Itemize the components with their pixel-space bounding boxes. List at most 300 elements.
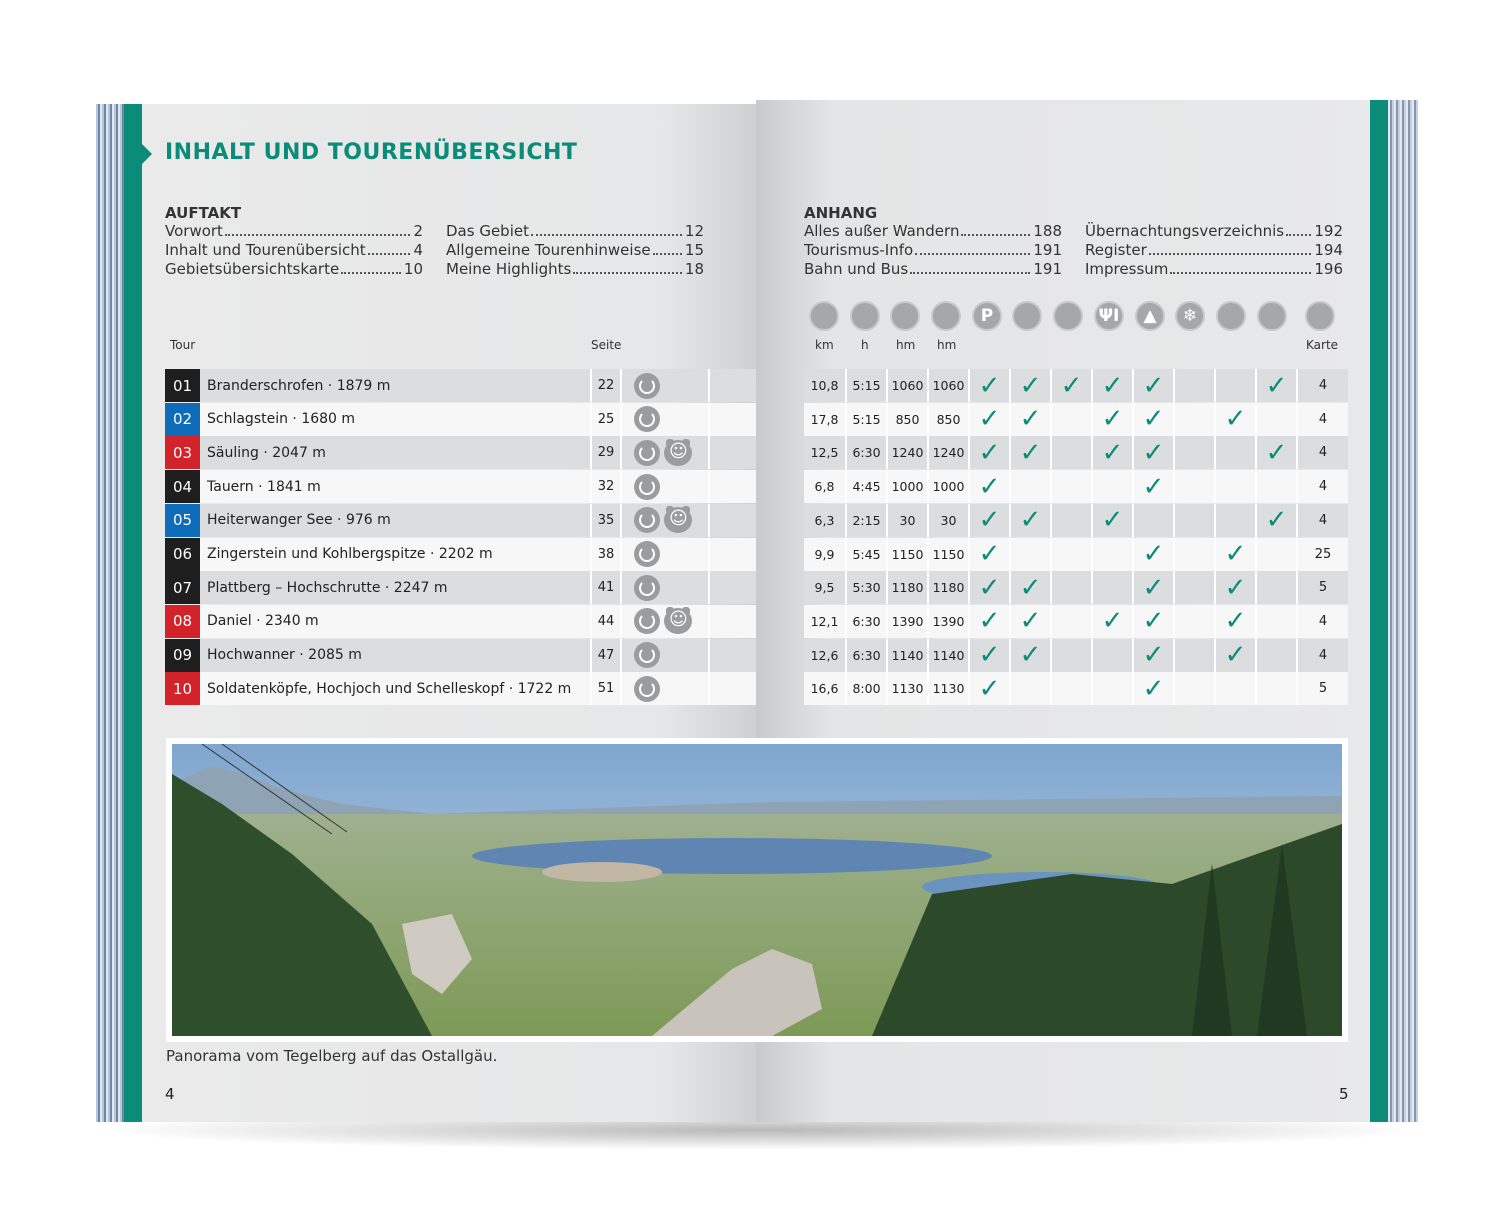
phone-icon bbox=[1305, 301, 1335, 331]
feature-cell bbox=[1050, 571, 1091, 604]
feature-cell bbox=[1132, 571, 1173, 604]
panorama-image bbox=[172, 744, 1342, 1036]
check-icon: ✓ bbox=[978, 370, 1001, 401]
toc-page: 2 bbox=[413, 222, 423, 240]
feature-cell bbox=[1009, 571, 1050, 604]
feature-cell bbox=[1255, 470, 1296, 503]
tour-descent: 1390 bbox=[927, 605, 968, 638]
tour-row-details bbox=[804, 672, 1348, 705]
feature-cell bbox=[1091, 571, 1132, 604]
feature-cell bbox=[1050, 470, 1091, 503]
tour-row-details bbox=[804, 504, 1348, 537]
roundtrip-icon bbox=[634, 575, 660, 601]
feature-cell bbox=[1214, 369, 1255, 402]
tour-row[interactable] bbox=[165, 470, 756, 503]
tour-ascent: 1150 bbox=[886, 538, 927, 571]
toc-page: 191 bbox=[1033, 260, 1062, 278]
check-icon: ✓ bbox=[1142, 471, 1165, 502]
page-title: INHALT UND TOURENÜBERSICHT bbox=[165, 140, 578, 165]
tour-descent: 1000 bbox=[927, 470, 968, 503]
tour-icons bbox=[620, 672, 708, 705]
panorama-photo bbox=[166, 738, 1348, 1042]
feature-cell bbox=[1132, 470, 1173, 503]
tour-descent: 1060 bbox=[927, 369, 968, 402]
feature-cell bbox=[1009, 639, 1050, 672]
tour-page: 22 bbox=[590, 369, 620, 402]
toc-leader bbox=[1286, 222, 1311, 236]
right-accent-bar bbox=[1370, 100, 1388, 1122]
check-icon: ✓ bbox=[1142, 370, 1165, 401]
tour-km: 12,6 bbox=[810, 647, 839, 663]
row-spacer bbox=[708, 605, 756, 638]
tour-icons bbox=[620, 639, 708, 672]
row-spacer bbox=[708, 639, 756, 672]
check-icon: ✓ bbox=[1101, 606, 1124, 637]
ascent-icon bbox=[890, 301, 920, 331]
feature-cell bbox=[1214, 403, 1255, 436]
auftakt-list-1 bbox=[165, 222, 423, 279]
feature-cell bbox=[1132, 538, 1173, 571]
tour-row-details bbox=[804, 639, 1348, 672]
feature-cell bbox=[1009, 538, 1050, 571]
header-h: h bbox=[861, 338, 869, 352]
tour-icons bbox=[620, 470, 708, 503]
toc-label: Tourismus-Info bbox=[804, 241, 914, 259]
feature-cell bbox=[1050, 538, 1091, 571]
roundtrip-icon bbox=[634, 507, 660, 533]
feature-cell bbox=[1091, 504, 1132, 537]
tour-icons bbox=[620, 504, 708, 537]
feature-cell bbox=[1132, 369, 1173, 402]
tour-km: 16,6 bbox=[810, 681, 839, 697]
feature-cell bbox=[968, 605, 1009, 638]
check-icon: ✓ bbox=[1019, 606, 1042, 637]
tour-descent: 1180 bbox=[927, 571, 968, 604]
check-icon: ✓ bbox=[1224, 606, 1247, 637]
tour-km: 6,8 bbox=[814, 479, 835, 495]
feature-cell bbox=[1255, 538, 1296, 571]
feature-cell bbox=[1255, 605, 1296, 638]
bike-icon bbox=[1216, 301, 1246, 331]
tour-row[interactable] bbox=[165, 538, 756, 571]
feature-cell bbox=[1255, 504, 1296, 537]
tour-row[interactable] bbox=[165, 672, 756, 705]
tour-row[interactable] bbox=[165, 639, 756, 672]
tour-map: 4 bbox=[1296, 605, 1348, 638]
tour-map: 4 bbox=[1296, 639, 1348, 672]
feature-cell bbox=[968, 436, 1009, 469]
feature-cell bbox=[1255, 571, 1296, 604]
tour-name: Schlagstein · 1680 m bbox=[207, 411, 356, 428]
tour-name: Säuling · 2047 m bbox=[207, 444, 326, 461]
tour-row-details bbox=[804, 436, 1348, 469]
tour-name: Plattberg – Hochschrutte · 2247 m bbox=[207, 579, 448, 596]
feature-cell bbox=[968, 403, 1009, 436]
check-icon: ✓ bbox=[1265, 505, 1288, 536]
feature-cell bbox=[1132, 605, 1173, 638]
tour-ascent: 1140 bbox=[886, 639, 927, 672]
check-icon: ✓ bbox=[1142, 572, 1165, 603]
feature-cell bbox=[1255, 369, 1296, 402]
left-accent-bar bbox=[124, 104, 142, 1122]
tour-page: 41 bbox=[590, 571, 620, 604]
auftakt-list-2 bbox=[446, 222, 704, 279]
tour-row[interactable] bbox=[165, 369, 756, 402]
check-icon: ✓ bbox=[1142, 437, 1165, 468]
tour-page: 38 bbox=[590, 538, 620, 571]
feature-cell bbox=[1009, 605, 1050, 638]
tour-row[interactable] bbox=[165, 504, 756, 537]
signpost-icon bbox=[809, 301, 839, 331]
toc-label: Inhalt und Tourenübersicht bbox=[165, 241, 366, 259]
feature-cell bbox=[1255, 672, 1296, 705]
feature-cell bbox=[1173, 571, 1214, 604]
tour-km: 12,1 bbox=[810, 613, 839, 629]
check-icon: ✓ bbox=[1019, 437, 1042, 468]
tour-icons bbox=[620, 538, 708, 571]
header-hm-up: hm bbox=[896, 338, 916, 352]
roundtrip-icon bbox=[634, 474, 660, 500]
tour-descent: 850 bbox=[927, 403, 968, 436]
cable-car-icon bbox=[1053, 301, 1083, 331]
tour-row-details bbox=[804, 369, 1348, 402]
toc-page: 12 bbox=[684, 222, 704, 240]
toc-entry bbox=[446, 241, 704, 260]
header-seite: Seite bbox=[591, 338, 622, 352]
row-spacer bbox=[708, 436, 756, 469]
feature-cell bbox=[1173, 369, 1214, 402]
check-icon: ✓ bbox=[978, 572, 1001, 603]
tour-map: 4 bbox=[1296, 369, 1348, 402]
restaurant-icon: ΨΙ bbox=[1094, 301, 1124, 331]
tour-map: 4 bbox=[1296, 403, 1348, 436]
feature-cell bbox=[1050, 639, 1091, 672]
feature-cell bbox=[1091, 403, 1132, 436]
feature-cell bbox=[1091, 369, 1132, 402]
tour-name: Branderschrofen · 1879 m bbox=[207, 377, 391, 394]
page-number-right: 5 bbox=[1339, 1085, 1349, 1103]
toc-leader bbox=[653, 241, 682, 255]
tour-page: 35 bbox=[590, 504, 620, 537]
toc-leader bbox=[573, 260, 682, 274]
tour-row[interactable] bbox=[165, 571, 756, 604]
tour-icons bbox=[620, 436, 708, 469]
feature-cell bbox=[1255, 639, 1296, 672]
check-icon: ✓ bbox=[1019, 572, 1042, 603]
feature-cell bbox=[1255, 436, 1296, 469]
feature-cell bbox=[1173, 538, 1214, 571]
tour-icons bbox=[620, 605, 708, 638]
tour-name: Tauern · 1841 m bbox=[207, 478, 321, 495]
anhang-list-1 bbox=[804, 222, 1062, 279]
toc-leader bbox=[531, 222, 682, 236]
toc-entry bbox=[804, 260, 1062, 279]
tour-name: Soldatenköpfe, Hochjoch und Schelleskopf · 1722 m bbox=[207, 680, 572, 697]
feature-cell bbox=[968, 504, 1009, 537]
feature-cell bbox=[1132, 436, 1173, 469]
title-marker-icon bbox=[142, 144, 152, 164]
row-spacer bbox=[708, 571, 756, 604]
tour-page: 32 bbox=[590, 470, 620, 503]
feature-cell bbox=[1050, 672, 1091, 705]
check-icon: ✓ bbox=[978, 539, 1001, 569]
tour-row[interactable] bbox=[165, 436, 756, 469]
anhang-list-2 bbox=[1085, 222, 1343, 279]
tour-duration: 6:30 bbox=[845, 436, 886, 469]
tour-name: Zingerstein und Kohlbergspitze · 2202 m bbox=[207, 546, 493, 562]
toc-entry bbox=[165, 241, 423, 260]
check-icon: ✓ bbox=[978, 471, 1001, 502]
toc-page: 196 bbox=[1314, 260, 1343, 278]
feature-cell bbox=[1009, 369, 1050, 402]
toc-page: 18 bbox=[684, 260, 704, 278]
feature-cell bbox=[1050, 504, 1091, 537]
tour-descent: 1150 bbox=[927, 538, 968, 571]
feature-cell bbox=[1009, 470, 1050, 503]
check-icon: ✓ bbox=[978, 437, 1001, 468]
tour-map: 4 bbox=[1296, 504, 1348, 537]
check-icon: ✓ bbox=[1019, 404, 1042, 435]
tour-number: 05 bbox=[165, 504, 200, 537]
check-icon: ✓ bbox=[1224, 404, 1247, 435]
tour-number: 10 bbox=[165, 672, 200, 705]
tour-number: 07 bbox=[165, 571, 200, 604]
check-icon: ✓ bbox=[1101, 370, 1124, 401]
tour-ascent: 1180 bbox=[886, 571, 927, 604]
feature-cell bbox=[1173, 403, 1214, 436]
tour-row-details bbox=[804, 571, 1348, 604]
tour-ascent: 1390 bbox=[886, 605, 927, 638]
check-icon: ✓ bbox=[978, 673, 1001, 704]
tour-descent: 1130 bbox=[927, 672, 968, 705]
feature-cell bbox=[1214, 436, 1255, 469]
toc-leader bbox=[225, 222, 411, 236]
tour-page: 44 bbox=[590, 605, 620, 638]
check-icon: ✓ bbox=[1224, 572, 1247, 603]
check-icon: ✓ bbox=[1060, 370, 1083, 401]
header-tour: Tour bbox=[170, 338, 196, 352]
tour-icons bbox=[620, 369, 708, 402]
feature-cell bbox=[1009, 672, 1050, 705]
feature-cell bbox=[968, 672, 1009, 705]
feature-cell bbox=[968, 470, 1009, 503]
toc-label: Register bbox=[1085, 241, 1147, 259]
tour-duration: 5:15 bbox=[845, 369, 886, 402]
feature-cell bbox=[1091, 538, 1132, 571]
feature-cell bbox=[1050, 403, 1091, 436]
photo-caption: Panorama vom Tegelberg auf das Ostallgäu. bbox=[166, 1047, 498, 1065]
feature-cell bbox=[1173, 639, 1214, 672]
feature-cell bbox=[1091, 436, 1132, 469]
check-icon: ✓ bbox=[978, 640, 1001, 671]
hut-icon: ▲ bbox=[1135, 301, 1165, 331]
roundtrip-icon bbox=[634, 406, 660, 432]
tour-page: 51 bbox=[590, 672, 620, 705]
tour-map: 4 bbox=[1296, 436, 1348, 469]
tour-ascent: 1240 bbox=[886, 436, 927, 469]
feature-cell bbox=[1214, 639, 1255, 672]
tour-icons bbox=[620, 571, 708, 604]
check-icon: ✓ bbox=[978, 404, 1001, 435]
check-icon: ✓ bbox=[978, 606, 1001, 637]
tour-duration: 6:30 bbox=[845, 639, 886, 672]
tour-km: 17,8 bbox=[810, 411, 839, 427]
tour-duration: 6:30 bbox=[845, 605, 886, 638]
tour-km: 9,9 bbox=[814, 546, 835, 562]
feature-cell bbox=[1132, 403, 1173, 436]
toc-label: Allgemeine Tourenhinweise bbox=[446, 241, 651, 259]
header-karte: Karte bbox=[1306, 338, 1339, 352]
tour-number: 03 bbox=[165, 436, 200, 469]
row-spacer bbox=[708, 403, 756, 436]
feature-cell bbox=[1173, 504, 1214, 537]
roundtrip-icon bbox=[634, 642, 660, 668]
check-icon: ✓ bbox=[1019, 640, 1042, 671]
tour-descent: 30 bbox=[927, 504, 968, 537]
family-bear-icon bbox=[664, 507, 692, 533]
toc-entry bbox=[165, 260, 423, 279]
toc-entry bbox=[1085, 222, 1343, 241]
feature-cell bbox=[1132, 639, 1173, 672]
feature-cell bbox=[1173, 672, 1214, 705]
tour-row[interactable] bbox=[165, 403, 756, 436]
auftakt-heading: AUFTAKT bbox=[165, 204, 242, 222]
toc-entry bbox=[165, 222, 423, 241]
roundtrip-icon bbox=[634, 608, 660, 634]
feature-cell bbox=[968, 369, 1009, 402]
roundtrip-icon bbox=[634, 676, 660, 702]
row-spacer bbox=[708, 369, 756, 402]
anhang-heading: ANHANG bbox=[804, 204, 878, 222]
tour-row-details bbox=[804, 605, 1348, 638]
toc-page: 10 bbox=[403, 260, 423, 278]
tour-ascent: 1130 bbox=[886, 672, 927, 705]
tour-km: 6,3 bbox=[814, 512, 835, 528]
check-icon: ✓ bbox=[1019, 370, 1042, 401]
check-icon: ✓ bbox=[1101, 505, 1124, 536]
feature-cell bbox=[1091, 672, 1132, 705]
tour-page: 47 bbox=[590, 639, 620, 672]
clock-icon bbox=[850, 301, 880, 331]
toc-page: 188 bbox=[1033, 222, 1062, 240]
tour-duration: 5:15 bbox=[845, 403, 886, 436]
toc-page: 15 bbox=[684, 241, 704, 259]
toc-page: 191 bbox=[1033, 241, 1062, 259]
feature-cell bbox=[1050, 605, 1091, 638]
toc-leader bbox=[1149, 241, 1312, 255]
feature-cell bbox=[1173, 470, 1214, 503]
bed-icon bbox=[1257, 301, 1287, 331]
toc-leader bbox=[910, 260, 1030, 274]
page-edges-left bbox=[96, 104, 124, 1122]
check-icon: ✓ bbox=[1265, 370, 1288, 401]
row-spacer bbox=[708, 538, 756, 571]
tour-descent: 1140 bbox=[927, 639, 968, 672]
tour-map: 25 bbox=[1296, 538, 1348, 571]
tour-map: 5 bbox=[1296, 571, 1348, 604]
family-bear-icon bbox=[664, 440, 692, 466]
check-icon: ✓ bbox=[1142, 640, 1165, 671]
tour-duration: 8:00 bbox=[845, 672, 886, 705]
family-bear-icon bbox=[664, 608, 692, 634]
toc-leader bbox=[368, 241, 411, 255]
tour-number: 04 bbox=[165, 470, 200, 503]
feature-cell bbox=[968, 639, 1009, 672]
feature-cell bbox=[968, 571, 1009, 604]
tour-row-details bbox=[804, 403, 1348, 436]
bus-icon bbox=[1012, 301, 1042, 331]
parking-icon: P bbox=[972, 301, 1002, 331]
toc-leader bbox=[915, 241, 1030, 255]
check-icon: ✓ bbox=[1142, 606, 1165, 637]
winter-icon: ❄ bbox=[1175, 301, 1205, 331]
toc-label: Bahn und Bus bbox=[804, 260, 909, 278]
feature-cell bbox=[1091, 639, 1132, 672]
toc-leader bbox=[341, 260, 401, 274]
row-spacer bbox=[708, 672, 756, 705]
toc-label: Übernachtungsverzeichnis bbox=[1085, 222, 1285, 240]
roundtrip-icon bbox=[634, 541, 660, 567]
toc-label: Gebietsübersichtskarte bbox=[165, 260, 340, 278]
check-icon: ✓ bbox=[1142, 673, 1165, 704]
tour-number: 02 bbox=[165, 403, 200, 436]
toc-entry bbox=[1085, 260, 1343, 279]
tour-duration: 5:45 bbox=[845, 538, 886, 571]
feature-cell bbox=[1214, 538, 1255, 571]
header-km: km bbox=[815, 338, 834, 352]
feature-cell bbox=[1132, 504, 1173, 537]
feature-cell bbox=[968, 538, 1009, 571]
feature-cell bbox=[1214, 605, 1255, 638]
feature-cell bbox=[1214, 571, 1255, 604]
tour-row[interactable] bbox=[165, 605, 756, 638]
toc-entry bbox=[446, 222, 704, 241]
roundtrip-icon bbox=[634, 440, 660, 466]
tour-page: 29 bbox=[590, 436, 620, 469]
tour-number: 01 bbox=[165, 369, 200, 402]
feature-cell bbox=[1173, 605, 1214, 638]
tour-ascent: 850 bbox=[886, 403, 927, 436]
tour-descent: 1240 bbox=[927, 436, 968, 469]
toc-label: Alles außer Wandern bbox=[804, 222, 960, 240]
toc-leader bbox=[961, 222, 1030, 236]
page-number-left: 4 bbox=[165, 1085, 175, 1103]
check-icon: ✓ bbox=[1101, 437, 1124, 468]
feature-cell bbox=[1214, 470, 1255, 503]
feature-cell bbox=[1132, 672, 1173, 705]
check-icon: ✓ bbox=[1101, 404, 1124, 435]
tour-ascent: 30 bbox=[886, 504, 927, 537]
tour-map: 5 bbox=[1296, 672, 1348, 705]
toc-entry bbox=[804, 222, 1062, 241]
check-icon: ✓ bbox=[1265, 437, 1288, 468]
tour-row-details bbox=[804, 538, 1348, 571]
row-spacer bbox=[708, 504, 756, 537]
feature-cell bbox=[1009, 504, 1050, 537]
check-icon: ✓ bbox=[1224, 640, 1247, 671]
page-edges-right bbox=[1388, 100, 1418, 1122]
check-icon: ✓ bbox=[1142, 539, 1165, 569]
tour-icons bbox=[620, 403, 708, 436]
tour-ascent: 1000 bbox=[886, 470, 927, 503]
roundtrip-icon bbox=[634, 373, 660, 399]
tour-name: Hochwanner · 2085 m bbox=[207, 647, 362, 664]
toc-entry bbox=[804, 241, 1062, 260]
tour-km: 9,5 bbox=[814, 580, 835, 596]
toc-label: Impressum bbox=[1085, 260, 1169, 278]
tour-map: 4 bbox=[1296, 470, 1348, 503]
check-icon: ✓ bbox=[1142, 404, 1165, 435]
